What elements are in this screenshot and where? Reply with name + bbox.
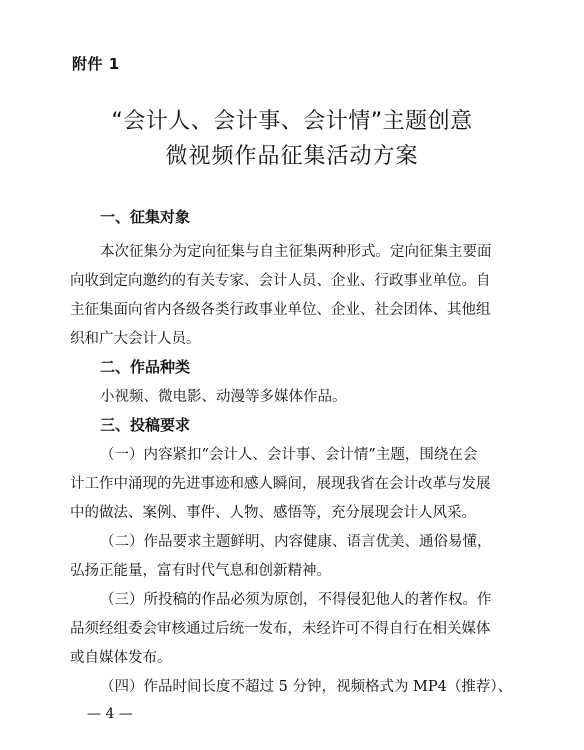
document-title-line-2: 微视频作品征集活动方案 [165, 144, 419, 169]
paragraph-line: 本次征集分为定向征集与自主征集两种形式。定向征集主要面 [100, 244, 492, 260]
paragraph-line: （一）内容紧扣“会计人、会计事、会计情”主题，围绕在会 [100, 447, 478, 463]
paragraph-line: （二）作品要求主题鲜明、内容健康、语言优美、通俗易懂， [100, 534, 492, 550]
paragraph-line: 计工作中涌现的先进事迹和感人瞬间，展现我省在会计改革与发展 [70, 476, 491, 492]
paragraph-line: 弘扬正能量，富有时代气息和创新精神。 [70, 563, 331, 579]
section-heading-2: 二、作品种类 [100, 358, 191, 376]
attachment-label: 附件 1 [72, 55, 120, 73]
paragraph-line: （三）所投稿的作品必须为原创，不得侵犯他人的著作权。作 [100, 592, 492, 608]
paragraph-line: 或自媒体发布。 [70, 650, 172, 666]
document-title-line-1: “会计人、会计事、会计情”主题创意 [111, 109, 473, 134]
paragraph-line: 向收到定向邀约的有关专家、会计人员、企业、行政事业单位。自 [70, 273, 491, 289]
paragraph-line: 织和广大会计人员。 [70, 331, 201, 347]
page-number: — 4 — [87, 706, 133, 722]
paragraph-line: 中的做法、案例、事件、人物、感悟等，充分展现会计人风采。 [70, 505, 476, 521]
paragraph-line: 主征集面向省内各级各类行政事业单位、企业、社会团体、其他组 [70, 302, 491, 318]
paragraph-line: 小视频、微电影、动漫等多媒体作品。 [100, 389, 347, 405]
section-heading-1: 一、征集对象 [100, 208, 191, 226]
paragraph-line: 品须经组委会审核通过后统一发布，未经许可不得自行在相关媒体 [70, 621, 491, 637]
section-heading-3: 三、投稿要求 [100, 416, 191, 434]
paragraph-line: （四）作品时间长度不超过 5 分钟，视频格式为 MP4（推荐）、 [100, 679, 513, 695]
